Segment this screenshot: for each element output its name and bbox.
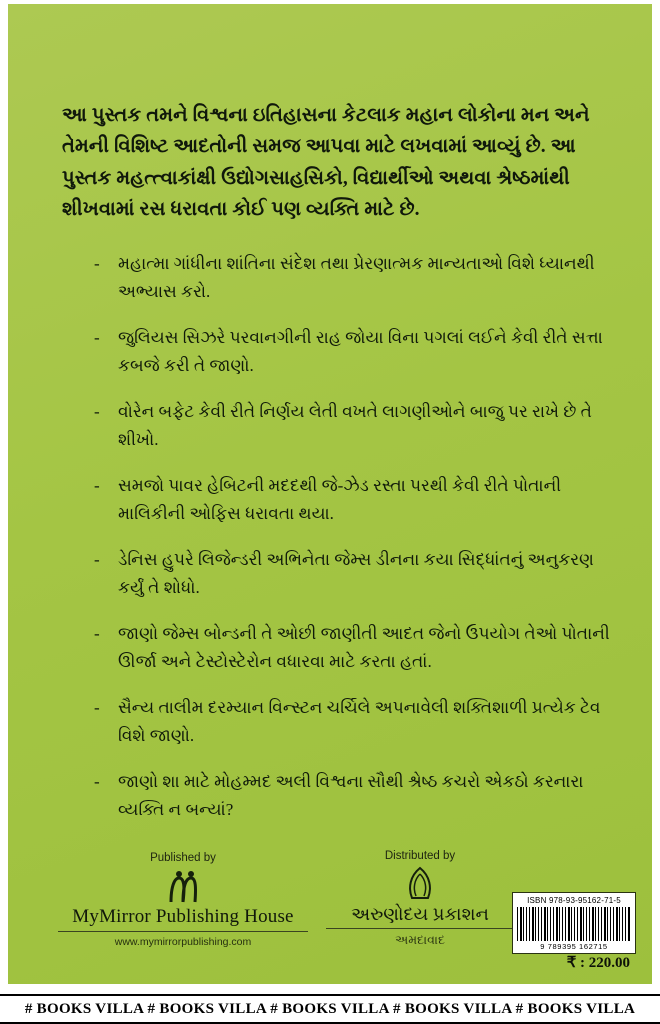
distributor-city: અમદાવાદ: [395, 933, 445, 947]
barcode-digits: 9 789395 162715: [540, 942, 608, 951]
bullet-marker: -: [94, 402, 100, 422]
price-label: ₹ : 220.00: [566, 955, 630, 971]
list-item-text: સમજો પાવર હેબિટની મદદથી જે-ઝેડ રસ્તા પરથી કેવી રીતે પોતાની માલિકીની ઓફિસ ધરાવતા થયા.: [118, 476, 562, 523]
isbn-text: ISBN 978-93-95162-71-5: [527, 896, 621, 905]
list-item-text: સૈન્ય તાલીમ દરમ્યાન વિન્સ્ટન ચર્ચિલે અપનાવેલી શક્તિશાળી પ્રત્યેક ટેવ વિશે જાણો.: [118, 698, 601, 745]
distributor-name: અરુણોદય પ્રકાશન: [326, 904, 514, 929]
isbn-barcode-box: [512, 892, 636, 954]
list-item: [94, 694, 614, 749]
published-by-label: Published by: [150, 852, 216, 864]
cover-footer: [8, 850, 652, 970]
bullet-marker: -: [94, 254, 100, 273]
publisher-block: [58, 852, 308, 948]
barcode-icon: [517, 907, 631, 941]
bullet-marker: -: [94, 772, 100, 792]
watermark-text: # BOOKS VILLA # BOOKS VILLA # BOOKS VILLA # BOOKS VILLA # BOOKS VILLA: [24, 1000, 636, 1017]
list-item-text: જુલિયસ સિઝરે પરવાનગીની રાહ જોયા વિના પગલાં લઈને કેવી રીતે સત્તા કબજે કરી તે જાણો.: [118, 328, 603, 375]
bullet-marker: -: [94, 624, 100, 644]
distributed-by-label: Distributed by: [384, 850, 456, 862]
list-item-text: જાણો શા માટે મોહમ્મદ અલી વિશ્વના સૌથી શ્રેષ્ઠ કચરો એકઠો કરનારા વ્યક્તિ ન બન્યાં?: [118, 772, 584, 819]
intro-paragraph: આ પુસ્તક તમને વિશ્વના ઇતિહાસના કેટલાક મહાન લોકોના મન અને તેમની વિશિષ્ટ આદતોની સમજ આપવા માટે લખવામાં આવ્યું છે. આ પુસ્તક મહત્ત્વાકાંક્ષી ઉદ્યોગસાહસિકો, વિદ્યાર્થીઓ અથવા શ્રેષ્ઠમાંથી શીખવામાં રસ ધરાવતા કોઈ પણ વ્યક્તિ માટે છે.: [62, 104, 590, 221]
bullet-marker: -: [94, 698, 100, 718]
list-item-text: વોરેન બફેટ કેવી રીતે નિર્ણય લેતી વખતે લાગણીઓને બાજુ પર રાખે છે તે શીખો.: [118, 402, 592, 449]
list-item-text: ડેનિસ હુપરે લિજેન્ડરી અભિનેતા જેમ્સ ડીનના કયા સિદ્ધાંતનું અનુકરણ કર્યું તે શોધો.: [118, 550, 594, 597]
publisher-name: MyMirror Publishing House: [58, 906, 308, 932]
list-item-text: મહાત્મા ગાંધીના શાંતિના સંદેશ તથા પ્રેરણાત્મક માન્યતાઓ વિશે ધ્યાનથી અભ્યાસ કરો.: [118, 254, 595, 301]
publisher-website: www.mymirrorpublishing.com: [114, 936, 252, 948]
cover-panel: [8, 4, 652, 984]
bullet-marker: -: [94, 476, 100, 496]
list-item: [94, 324, 614, 379]
list-item: [94, 546, 614, 601]
mymirror-logo-icon: [58, 868, 308, 904]
bullet-marker: -: [94, 550, 100, 570]
list-item: [94, 768, 614, 823]
list-item: [94, 250, 614, 305]
bullet-list: [94, 250, 614, 843]
list-item: [94, 472, 614, 527]
arunoday-logo-icon: [326, 866, 514, 902]
distributor-block: [326, 850, 514, 948]
list-item: [94, 398, 614, 453]
watermark-banner: [0, 994, 660, 1024]
list-item-text: જાણો જેમ્સ બોન્ડની તે ઓછી જાણીતી આદત જેનો ઉપયોગ તેઓ પોતાની ઊર્જા અને ટેસ્ટોસ્ટેરોન વધારવા માટે કરતા હતાં.: [118, 624, 610, 671]
bullet-marker: -: [94, 328, 100, 348]
list-item: [94, 620, 614, 675]
